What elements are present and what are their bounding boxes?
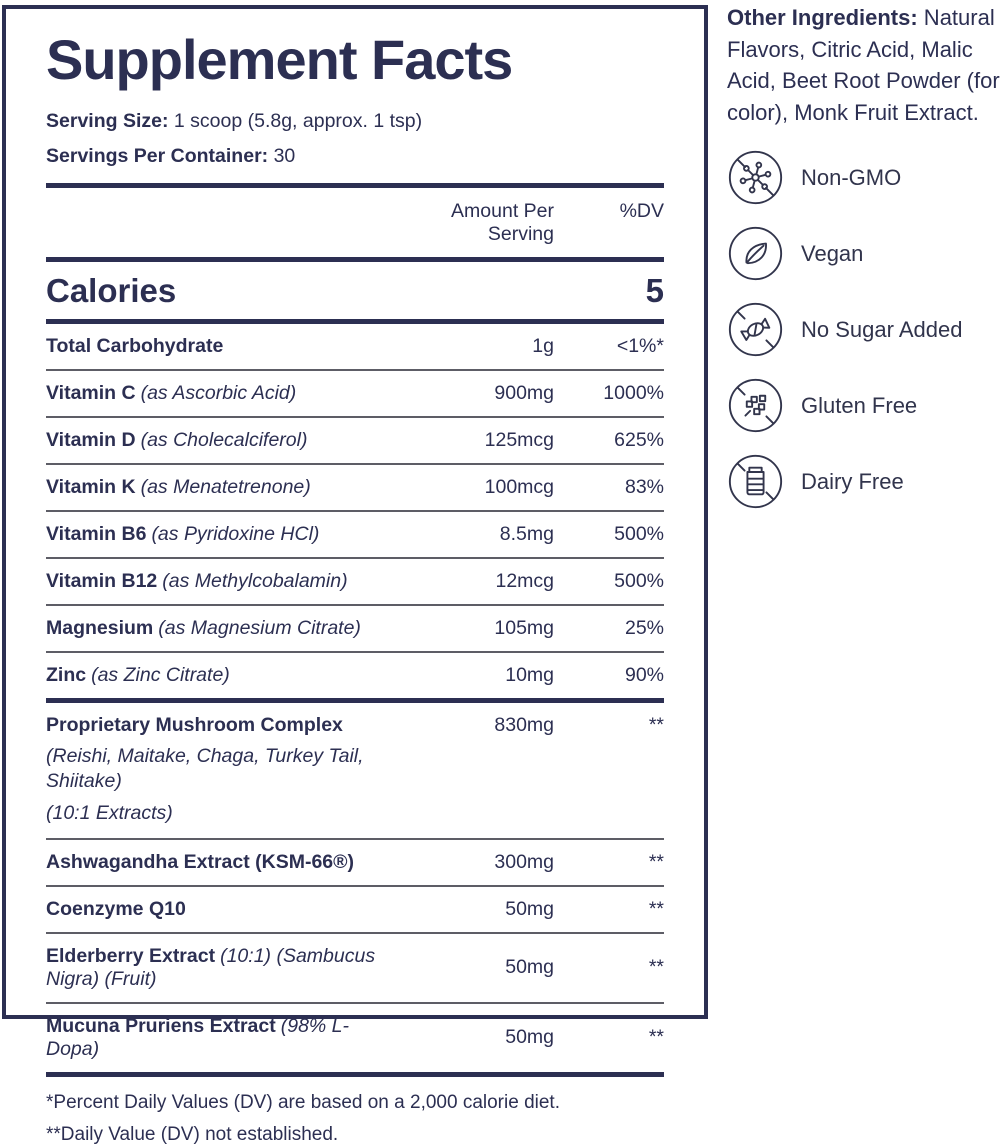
servings-per-container-line (46, 145, 664, 168)
row-name: Vitamin B6 (46, 522, 147, 545)
vegan-leaf-icon (727, 225, 784, 282)
row-amount: 12mcg (495, 569, 554, 592)
badge-label: Vegan (801, 240, 864, 266)
footnote-not-established: **Daily Value (DV) not established. (46, 1124, 339, 1146)
header-dv: %DV (619, 199, 664, 222)
no-sugar-candy-icon (727, 301, 784, 358)
table-row (46, 559, 664, 606)
table-row (46, 934, 664, 1004)
row-name: Ashwagandha Extract (KSM-66®) (46, 850, 355, 873)
calories-label: Calories (46, 271, 177, 309)
header-amount-per-serving: Amount Per Serving (451, 199, 554, 245)
mushroom-subline-1: (Reishi, Maitake, Chaga, Turkey Tail, Shiitake) (46, 744, 364, 792)
badge-label: Dairy Free (801, 468, 904, 494)
row-dv: 1000% (603, 381, 664, 404)
row-qualifier: (as Magnesium Citrate) (158, 616, 361, 639)
row-amount: 8.5mg (499, 522, 554, 545)
row-amount: 50mg (505, 956, 554, 979)
panel-title: Supplement Facts (46, 28, 513, 91)
row-amount: 1g (532, 334, 554, 357)
badge-no-sugar-added (727, 301, 1004, 358)
row-dv: 500% (614, 522, 664, 545)
row-name-cell (46, 617, 394, 640)
calories-row (46, 262, 664, 324)
row-name: Magnesium (46, 616, 154, 639)
row-dv: 90% (624, 663, 664, 686)
row-dv: <1%* (616, 334, 664, 357)
row-amount: 300mg (494, 850, 554, 873)
sidebar (727, 0, 1004, 529)
gluten-free-wheat-icon (727, 377, 784, 434)
row-dv: ** (648, 713, 664, 736)
badge-label: Non-GMO (801, 164, 902, 190)
mushroom-subline-2: (10:1 Extracts) (46, 802, 173, 825)
row-qualifier: (as Menatetrenone) (140, 475, 311, 498)
row-name: Vitamin K (46, 475, 136, 498)
other-ingredients-label: Other Ingredients: (727, 5, 918, 30)
row-dv: ** (648, 850, 664, 873)
row-name-cell (46, 570, 394, 593)
row-qualifier: (as Ascorbic Acid) (140, 381, 297, 404)
row-name-cell (46, 335, 394, 358)
table-row (46, 606, 664, 653)
row-dv: 625% (614, 428, 664, 451)
row-name-cell (46, 851, 394, 874)
dairy-free-carton-icon (727, 453, 784, 510)
calories-value: 5 (645, 271, 664, 309)
row-amount: 830mg (494, 713, 554, 736)
row-name: Vitamin D (46, 428, 136, 451)
header-spacer (46, 200, 394, 246)
row-name: Vitamin B12 (46, 569, 158, 592)
row-name: Proprietary Mushroom Complex (46, 713, 343, 736)
other-ingredients (727, 2, 1004, 128)
table-row (46, 887, 664, 934)
row-name-cell (46, 429, 394, 452)
footnote-daily-values: *Percent Daily Values (DV) are based on a 2,000 calorie diet. (46, 1091, 560, 1113)
row-dv: ** (648, 1026, 664, 1049)
row-name-cell (46, 898, 394, 921)
badge-non-gmo (727, 149, 1004, 206)
serving-size-value: 1 scoop (5.8g, approx. 1 tsp) (173, 109, 423, 132)
supplement-facts-panel (2, 5, 708, 1146)
table-row (46, 371, 664, 418)
row-dv: 25% (624, 616, 664, 639)
table-row (46, 418, 664, 465)
row-amount: 100mcg (484, 475, 554, 498)
table-row (46, 512, 664, 559)
row-name-cell (46, 523, 394, 546)
row-name: Elderberry Extract (46, 944, 216, 967)
table-row (46, 1004, 664, 1077)
row-name: Vitamin C (46, 381, 136, 404)
badge-list (727, 149, 1004, 510)
row-qualifier: (as Cholecalciferol) (140, 428, 308, 451)
badge-vegan (727, 225, 1004, 282)
row-qualifier: (as Methylcobalamin) (162, 569, 348, 592)
serving-size-line (46, 110, 664, 133)
table-row (46, 840, 664, 887)
row-qualifier: (10:1) (Sambucus Nigra) (Fruit) (46, 944, 376, 990)
row-dv: 83% (624, 475, 664, 498)
servings-value: 30 (273, 145, 296, 168)
table-header-row (46, 188, 664, 262)
row-name: Coenzyme Q10 (46, 897, 186, 920)
row-amount: 50mg (505, 897, 554, 920)
row-name: Total Carbohydrate (46, 334, 224, 357)
badge-dairy-free (727, 453, 1004, 510)
footnotes (46, 1077, 664, 1148)
row-name-cell (46, 664, 394, 687)
badge-label: No Sugar Added (801, 316, 963, 342)
mushroom-complex-row (46, 703, 664, 840)
row-dv: ** (648, 897, 664, 920)
row-dv: ** (648, 956, 664, 979)
row-qualifier: (as Pyridoxine HCl) (151, 522, 320, 545)
row-amount: 105mg (494, 616, 554, 639)
table-row (46, 465, 664, 512)
other-ingredients-text: Natural Flavors, Citric Acid, Malic Acid, Beet Root Powder (for color), Monk Fruit Extract. (727, 5, 1000, 125)
table-row (46, 324, 664, 371)
row-name-cell (46, 1015, 394, 1061)
table-row (46, 653, 664, 703)
row-name-cell (46, 945, 394, 991)
row-amount: 50mg (505, 1026, 554, 1049)
serving-size-label: Serving Size: (46, 109, 169, 132)
row-qualifier: (as Zinc Citrate) (91, 663, 230, 686)
row-name: Mucuna Pruriens Extract (46, 1014, 276, 1037)
badge-label: Gluten Free (801, 392, 918, 418)
non-gmo-icon (727, 149, 784, 206)
servings-label: Servings Per Container: (46, 145, 269, 168)
row-name: Zinc (46, 663, 87, 686)
row-name-cell (46, 476, 394, 499)
row-amount: 125mcg (484, 428, 554, 451)
row-dv: 500% (614, 569, 664, 592)
badge-gluten-free (727, 377, 1004, 434)
row-amount: 900mg (494, 381, 554, 404)
row-name-cell (46, 382, 394, 405)
row-amount: 10mg (505, 663, 554, 686)
row-qualifier: (98% L-Dopa) (46, 1014, 350, 1060)
row-name-cell (46, 714, 394, 827)
